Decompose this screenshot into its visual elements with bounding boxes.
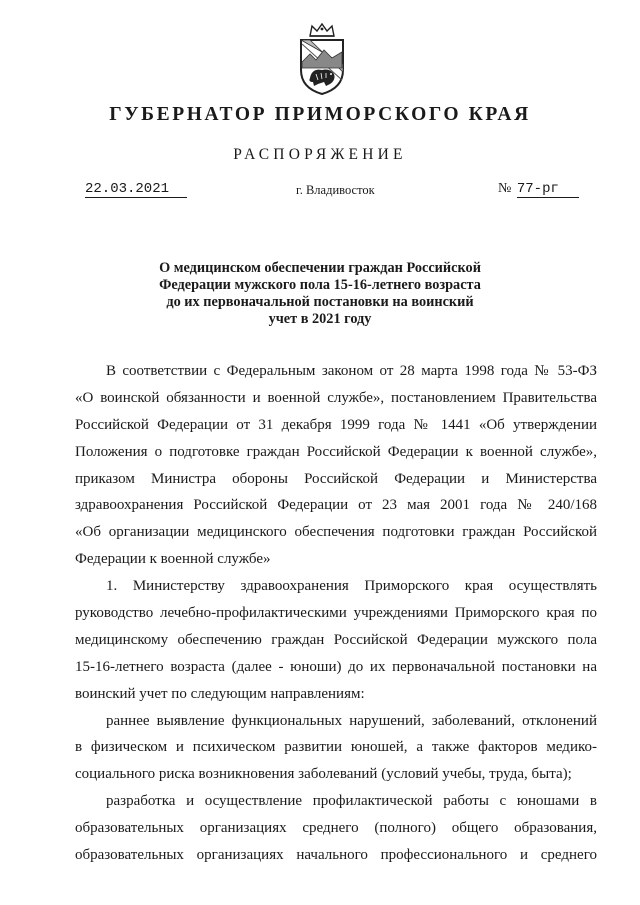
document-number (498, 181, 579, 198)
coat-of-arms-icon (298, 22, 346, 96)
document-heading (100, 260, 540, 328)
heading-line: О медицинском обеспечении граждан Российской (159, 260, 481, 276)
heading-line: до их первоначальной постановки на воинский (166, 294, 474, 310)
body-line: образовательных организациях начального профессионального и среднего (75, 847, 597, 864)
document-city: г. Владивосток (296, 183, 375, 197)
body-line: разработка и осуществление профилактической работы с юношами в (106, 793, 597, 810)
body-line: медицинскому обеспечению граждан Российской Федерации мужского пола (75, 631, 597, 648)
document-date (85, 181, 187, 198)
heading-line: учет в 2021 году (268, 311, 372, 327)
body-line: воинский учет по следующим направлениям: (75, 685, 365, 702)
number-value: 77-рг (517, 182, 579, 198)
date-value: 22.03.2021 (85, 182, 187, 198)
body-line: Федерации к военной службе» (75, 551, 271, 568)
body-line: в физическом и психическом развитии юношей, а также факторов медико- (75, 739, 597, 756)
number-sign: № (498, 181, 512, 196)
organization-title: ГУБЕРНАТОР ПРИМОРСКОГО КРАЯ (109, 104, 531, 125)
body-line: «О воинской обязанности и военной службе», постановлением Правительства (75, 389, 597, 406)
body-line: Положения о подготовке граждан Российской Федерации к военной службе», (75, 443, 597, 460)
body-line: образовательных организациях среднего (полного) общего образования, (75, 820, 597, 837)
document-type: РАСПОРЯЖЕНИЕ (233, 146, 407, 163)
heading-line: Федерации мужского пола 15-16-летнего возраста (159, 277, 481, 293)
body-line: раннее выявление функциональных нарушений, заболеваний, отклонений (106, 712, 597, 729)
body-line: 15-16-летнего возраста (далее - юноши) до их первоначальной постановки на (75, 658, 597, 675)
body-line: приказом Министра обороны Российской Федерации и Министерства (75, 470, 597, 487)
body-line: здравоохранения Российской Федерации от 23 мая 2001 года № 240/168 (75, 497, 597, 514)
body-line: руководство лечебно-профилактическими учреждениями Приморского края по (75, 605, 597, 622)
document-body (75, 358, 597, 869)
body-line: «Об организации медицинского обеспечения подготовки граждан Российской (75, 524, 597, 541)
body-line: социального риска возникновения заболеваний (условий учебы, труда, быта); (75, 766, 572, 783)
body-line: В соответствии с Федеральным законом от 28 марта 1998 года № 53-ФЗ (106, 363, 597, 379)
body-line: Российской Федерации от 31 декабря 1999 года № 1441 «Об утверждении (75, 416, 597, 433)
body-line: 1. Министерству здравоохранения Приморского края осуществлять (106, 578, 597, 595)
